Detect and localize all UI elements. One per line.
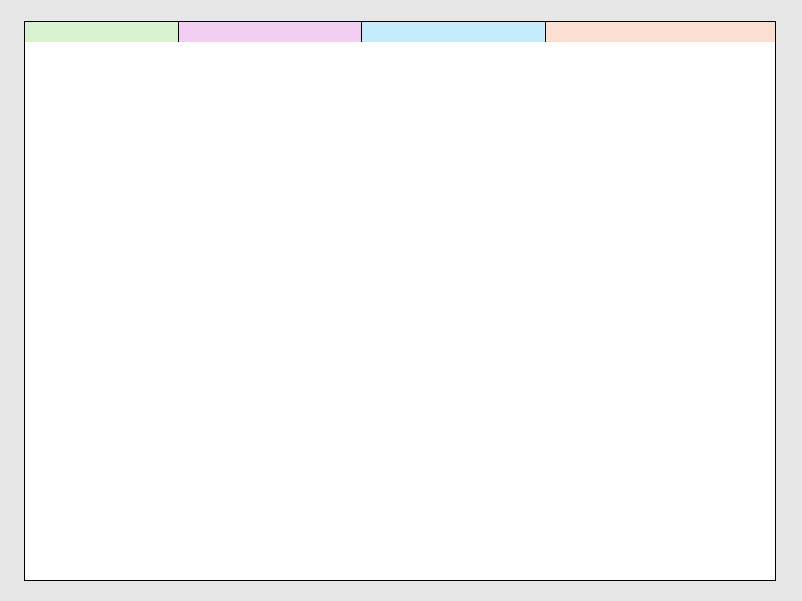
movement-category-table: [24, 21, 776, 581]
header-category-2[interactable]: [361, 22, 545, 42]
header-category-1[interactable]: [178, 22, 361, 42]
header-row: [25, 22, 775, 42]
header-category-3[interactable]: [545, 22, 775, 42]
header-movement-category[interactable]: [25, 22, 178, 42]
